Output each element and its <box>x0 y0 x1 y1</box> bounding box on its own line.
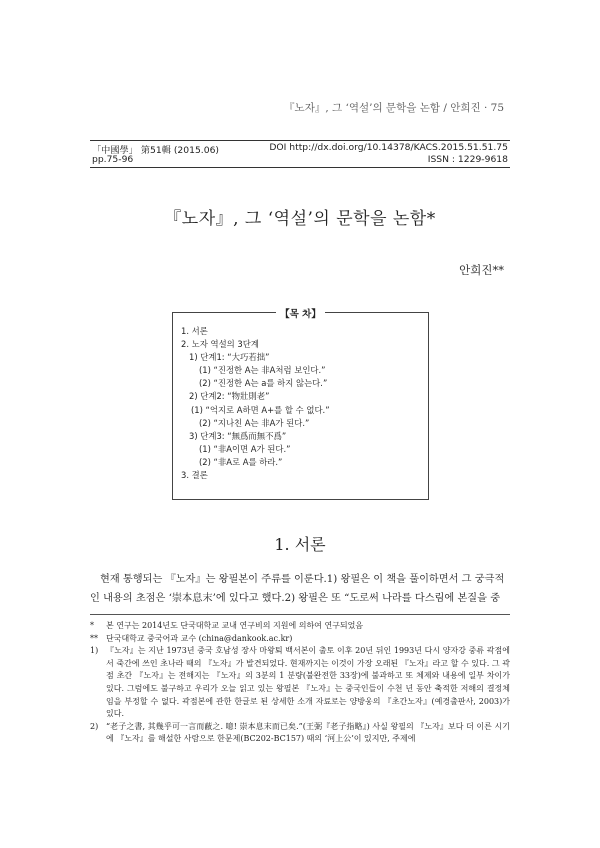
toc-item: 1) 단계1: “大巧若拙” <box>189 352 270 363</box>
footnote <box>90 645 510 721</box>
body-paragraph <box>90 570 510 608</box>
toc-item: 2) 단계2: “物壯則老” <box>189 391 270 402</box>
body-line: 현재 통행되는 『노자』는 왕필본이 주류를 이룬다.1) 왕필은 이 책을 풀이하면서 그 궁극적 <box>100 574 505 585</box>
author-name: 안희진** <box>459 263 504 277</box>
journal-doi: DOI http://dx.doi.org/10.14378/KACS.2015.51.51.75 <box>269 142 508 153</box>
footnote-mark: 2) <box>90 721 99 731</box>
body-line: 인 내용의 초점은 ‘崇本息末’에 있다고 했다.2) 왕필은 또 “도로써 나라를 다스림에 본질을 중 <box>90 593 501 604</box>
section-heading: 1. 서론 <box>274 535 326 554</box>
footnote-text: 『노자』는 지난 1973년 중국 호남성 장사 마왕퇴 백서본이 출토 이후 20년 뒤인 1993년 다시 양자강 중류 곽점에서 죽간에 쓰인 초나라 때의 『노자』가 발견되었다. 현재까지는 이것이 가장 오래된 『노자』라고 할 수 있다. 그 곽점 초간 『노자』는 전해지는 『노자』의 3분의 1 분량(불완전한 33장)에 불과하고 또 체제와 내용에 일부 차이가 있다. 그럼에도 불구하고 우리가 오늘 읽고 있는 왕필본 『노자』는 중국인들이 수천 년 동안 축적한 저해의 결정체임을 부정할 수 없다. 곽점본에 관한 한글로 된 상세한 소개 자료로는 양방웅의 『초간노자』(예경출판사, 2003)가 있다. <box>106 646 510 719</box>
journal-issn: ISSN : 1229-9618 <box>427 154 508 165</box>
footnote-mark: * <box>90 621 94 630</box>
toc-item: 1. 서론 <box>181 326 208 336</box>
footnote <box>90 721 510 746</box>
table-of-contents <box>172 309 429 500</box>
running-head: 『노자』, 그 ‘역설’의 문학을 논함 / 안희진 · 75 <box>284 102 504 114</box>
toc-item: (2) “非A로 A를 하라.” <box>199 456 283 467</box>
footnote-rule <box>90 614 510 615</box>
footnote <box>90 633 510 646</box>
journal-pages: pp.75-96 <box>92 154 134 165</box>
footnote-text: 본 연구는 2014년도 단국대학교 교내 연구비의 지원에 의하여 연구되었음 <box>106 621 364 630</box>
journal-info-box <box>90 140 510 168</box>
toc-item: (1) “非A이면 A가 된다.” <box>199 443 291 454</box>
footnote-text: “老子之書, 其幾乎可一言而蔽之. 噫! 崇本息末而已矣.”(王弼『老子指略』) 사실 왕필의 『노자』보다 더 이른 시기에 『노자』를 해설한 사람으로 한문제(BC202-BC157) 때의 ‘河上公’이 있지만, 주제에 <box>106 721 510 744</box>
toc-heading: 【목 차】 <box>276 309 325 320</box>
toc-item: (1) “진정한 A는 非A처럼 보인다.” <box>199 365 326 376</box>
toc-list <box>181 325 422 482</box>
journal-name: 「中國學」 第51輯 (2015.06) <box>92 145 220 156</box>
toc-item: (2) “지나친 A는 非A가 된다.” <box>199 417 310 428</box>
paper-title: 『노자』, 그 ‘역설’의 문학을 논함* <box>164 209 436 229</box>
toc-item: 3. 결론 <box>181 470 208 481</box>
footnotes <box>90 620 510 746</box>
toc-item: (1) “억지로 A하면 A+를 할 수 없다.” <box>191 404 330 415</box>
toc-item: 2. 노자 역설의 3단계 <box>181 339 259 350</box>
toc-item: (2) “진정한 A는 a를 하지 않는다.” <box>199 378 328 389</box>
toc-item: 3) 단계3: “無爲而無不爲” <box>189 430 287 441</box>
footnote <box>90 620 510 633</box>
footnote-mark: ** <box>90 633 98 643</box>
footnote-text: 단국대학교 중국어과 교수 (china@dankook.ac.kr) <box>106 633 293 643</box>
footnote-mark: 1) <box>90 646 99 656</box>
